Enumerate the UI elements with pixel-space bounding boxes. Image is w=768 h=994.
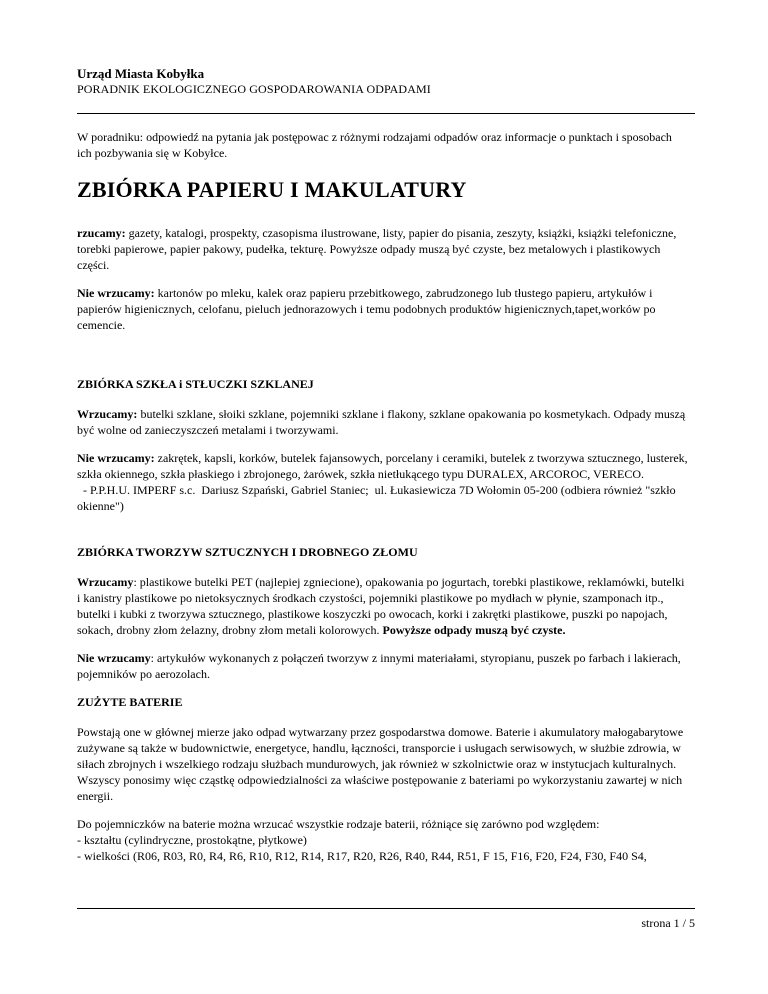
header-organization: Urząd Miasta Kobyłka xyxy=(77,66,205,81)
batteries-paragraph-2: Do pojemniczków na baterie można wrzucać wszystkie rodzaje baterii, różniące się zarówno pod względem: xyxy=(77,817,600,831)
plastic-heading: ZBIÓRKA TWORZYW SZTUCZNYCH I DROBNEGO ZŁOMU xyxy=(77,545,418,559)
glass-no-text: zakrętek, kapsli, korków, butelek fajansowych, porcelany i ceramiki, butelek z tworzywa sztucznego, lusterek, szkła okiennego, szkła płaskiego i zbrojonego, żarówek, szkła nietłukącego typu DURALEX, ARCOROC, VERECO. xyxy=(77,451,688,481)
glass-company-note: - P.P.H.U. IMPERF s.c. Dariusz Szpański, Gabriel Staniec; ul. Łukasiewicza 7D Wołomin 05-200 (odbiera również "szkło okienne") xyxy=(77,483,679,513)
glass-throw-text: butelki szklane, słoiki szklane, pojemniki szklane i flakony, szklane opakowania po kosmetykach. Odpady muszą być wolne od zanieczyszczeń metalami i tworzywami. xyxy=(77,407,686,437)
plastic-throw-text: : plastikowe butelki PET (najlepiej zgniecione), opakowania po jogurtach, torebki plastikowe, reklamówki, butelki i kanistry plastikowe po nietoksycznych środkach czystości, pojemniki plastikowe po mydłach w płynie, szamponach itp., butelki i kubki z tworzywa sztucznego, plastikowe koszyczki po owocach, korki i zakrętki plastikowe, puszki po napojach, sokach, drobny złom żelazny, drobny złom metali kolorowych. xyxy=(77,575,685,637)
glass-throw-label: Wrzucamy: xyxy=(77,407,138,421)
glass-throw-paragraph xyxy=(77,406,689,438)
paper-no-text: kartonów po mleku, kalek oraz papieru przebitkowego, zabrudzonego lub tłustego papieru, artykułów i papierów higienicznych, celofanu, pieluch jednorazowych i temu podobnych produktów higienicznych,tapet,worków po cemencie. xyxy=(77,286,656,332)
batteries-item-size: - wielkości (R06, R03, R0, R4, R6, R10, R12, R14, R17, R20, R26, R40, R44, R51, F 15, F16, F20, F24, F30, F40 S4, xyxy=(77,849,647,863)
batteries-heading: ZUŻYTE BATERIE xyxy=(77,695,183,709)
plastic-no-paragraph xyxy=(77,650,689,682)
header-subtitle: PORADNIK EKOLOGICZNEGO GOSPODAROWANIA ODPADAMI xyxy=(77,82,431,96)
paper-throw-paragraph xyxy=(77,225,689,273)
paper-throw-text: gazety, katalogi, prospekty, czasopisma ilustrowane, listy, papier do pisania, zeszyty, książki, książki telefoniczne, torebki papierowe, papier pakowy, pudełka, tekturę. Powyższe odpady muszą być czyste, bez metalowych i plastikowych części. xyxy=(77,226,677,272)
plastic-throw-paragraph xyxy=(77,574,689,638)
plastic-no-text: : artykułów wykonanych z połączeń tworzyw z innymi materiałami, styropianu, puszek po farbach i lakierach, pojemników po aerozolach. xyxy=(77,651,681,681)
plastic-throw-bold-end: Powyższe odpady muszą być czyste. xyxy=(382,623,566,637)
paper-throw-label: rzucamy: xyxy=(77,226,126,240)
page-number: strona 1 / 5 xyxy=(641,916,695,930)
header-divider xyxy=(77,113,695,114)
glass-heading: ZBIÓRKA SZKŁA i STŁUCZKI SZKLANEJ xyxy=(77,377,314,391)
batteries-paragraph-1: Powstają one w głównej mierze jako odpad wytwarzany przez gospodarstwa domowe. Baterie i akumulatory małogabarytowe zużywane są także w budownictwie, energetyce, handlu, łączności, transporcie i usługach serwisowych, w służbie zdrowia, w siłach zbrojnych i wszelkiego rodzaju służbach mundurowych, jak również w szkolnictwie oraz w instytucjach kulturalnych. Wszyscy ponosimy więc cząstkę odpowiedzialności za właściwe postępowanie z bateriami po wykorzystaniu zawartej w nich energii. xyxy=(77,725,684,803)
glass-no-label: Nie wrzucamy: xyxy=(77,451,155,465)
glass-no-paragraph xyxy=(77,450,689,482)
batteries-item-shape: - kształtu (cylindryczne, prostokątne, płytkowe) xyxy=(77,833,307,847)
plastic-throw-label: Wrzucamy xyxy=(77,575,134,589)
footer-divider xyxy=(77,908,695,909)
plastic-no-label: Nie wrzucamy xyxy=(77,651,151,665)
paper-no-paragraph xyxy=(77,285,689,333)
intro-paragraph: W poradniku: odpowiedź na pytania jak postępowac z różnymi rodzajami odpadów oraz informacje o punktach i sposobach ich pozbywania się w Kobyłce. xyxy=(77,130,672,160)
paper-no-label: Nie wrzucamy: xyxy=(77,286,155,300)
document-body xyxy=(77,129,689,864)
main-title: ZBIÓRKA PAPIERU I MAKULATURY xyxy=(77,177,467,202)
